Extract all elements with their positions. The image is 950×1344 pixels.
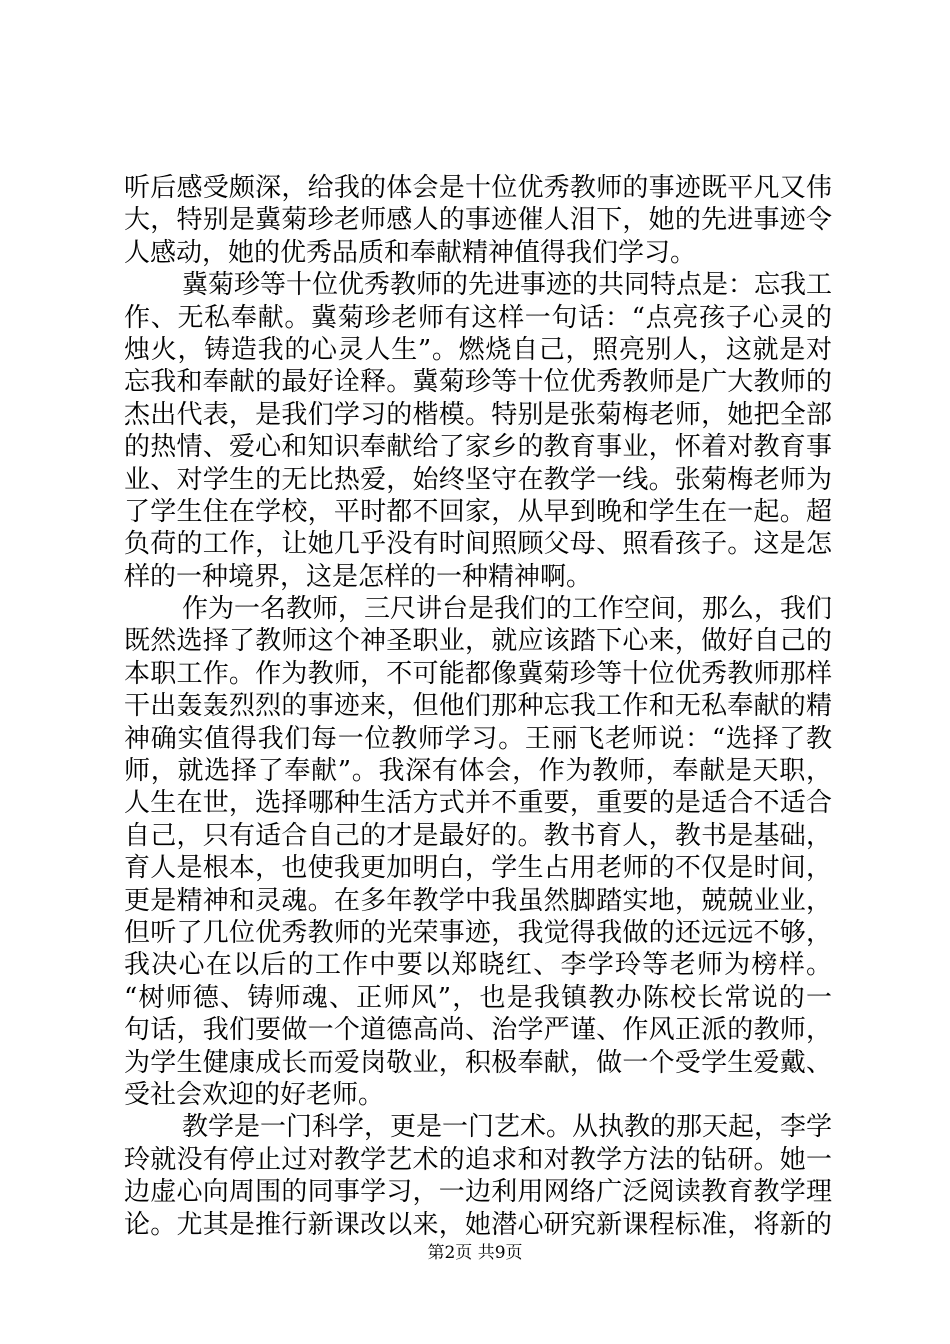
text-line: 受社会欢迎的好老师。 xyxy=(124,1079,385,1110)
text-line: 神确实值得我们每一位教师学习。王丽飞老师说：“选择了教 xyxy=(124,723,832,754)
text-line: 的热情、爱心和知识奉献给了家乡的教育事业，怀着对教育事 xyxy=(124,432,832,463)
text-line: 样的一种境界，这是怎样的一种精神啊。 xyxy=(124,561,593,592)
text-line: 了学生住在学校，平时都不回家，从早到晚和学生在一起。超 xyxy=(124,496,832,527)
text-line: 作、无私奉献。冀菊珍老师有这样一句话：“点亮孩子心灵的 xyxy=(124,302,832,333)
text-line: 更是精神和灵魂。在多年教学中我虽然脚踏实地，兢兢业业， xyxy=(124,885,832,916)
text-line: 人生在世，选择哪种生活方式并不重要，重要的是适合不适合 xyxy=(124,788,832,819)
text-line: 玲就没有停止过对教学艺术的追求和对教学方法的钻研。她一 xyxy=(124,1144,832,1175)
text-line: 烛火，铸造我的心灵人生”。燃烧自己，照亮别人，这就是对 xyxy=(124,334,832,365)
text-line: 本职工作。作为教师，不可能都像冀菊珍等十位优秀教师那样 xyxy=(124,658,832,689)
text-line: 我决心在以后的工作中要以郑晓红、李学玲等老师为榜样。 xyxy=(124,950,832,981)
text-line: 边虚心向周围的同事学习，一边利用网络广泛阅读教育教学理 xyxy=(124,1177,832,1208)
text-line: 人感动，她的优秀品质和奉献精神值得我们学习。 xyxy=(124,237,697,268)
text-line: 杰出代表，是我们学习的楷模。特别是张菊梅老师，她把全部 xyxy=(124,399,832,430)
paragraph-first-line: 冀菊珍等十位优秀教师的先进事迹的共同特点是：忘我工 xyxy=(182,270,833,301)
paragraph-first-line: 教学是一门科学，更是一门艺术。从执教的那天起，李学 xyxy=(182,1112,833,1143)
text-line: “树师德、铸师魂、正师风”，也是我镇教办陈校长常说的一 xyxy=(124,982,832,1013)
text-line: 自己，只有适合自己的才是最好的。教书育人，教书是基础， xyxy=(124,820,832,851)
text-line: 忘我和奉献的最好诠释。冀菊珍等十位优秀教师是广大教师的 xyxy=(124,367,832,398)
text-line: 为学生健康成长而爱岗敬业，积极奉献，做一个受学生爱戴、 xyxy=(124,1047,832,1078)
text-line: 负荷的工作，让她几乎没有时间照顾父母、照看孩子。这是怎 xyxy=(124,529,832,560)
text-line: 师，就选择了奉献”。我深有体会，作为教师，奉献是天职， xyxy=(124,756,832,787)
paragraph-first-line: 作为一名教师，三尺讲台是我们的工作空间，那么，我们 xyxy=(182,594,833,625)
text-line: 句话，我们要做一个道德高尚、治学严谨、作风正派的教师， xyxy=(124,1015,832,1046)
text-line: 听后感受颇深，给我的体会是十位优秀教师的事迹既平凡又伟 xyxy=(124,173,832,203)
text-line: 业、对学生的无比热爱，始终坚守在教学一线。张菊梅老师为 xyxy=(124,464,832,495)
text-line: 既然选择了教师这个神圣职业，就应该踏下心来，做好自己的 xyxy=(124,626,832,657)
text-line: 论。尤其是推行新课改以来，她潜心研究新课程标准，将新的 xyxy=(124,1209,832,1240)
page-footer: 第2页 共9页 xyxy=(427,1243,523,1263)
text-line: 但听了几位优秀教师的光荣事迹，我觉得我做的还远远不够， xyxy=(124,917,832,948)
document-body xyxy=(124,172,832,1241)
text-line: 育人是根本，也使我更加明白，学生占用老师的不仅是时间， xyxy=(124,853,832,884)
text-line: 大，特别是冀菊珍老师感人的事迹催人泪下，她的先进事迹令 xyxy=(124,205,832,236)
text-line: 干出轰轰烈烈的事迹来，但他们那种忘我工作和无私奉献的精 xyxy=(124,691,832,722)
